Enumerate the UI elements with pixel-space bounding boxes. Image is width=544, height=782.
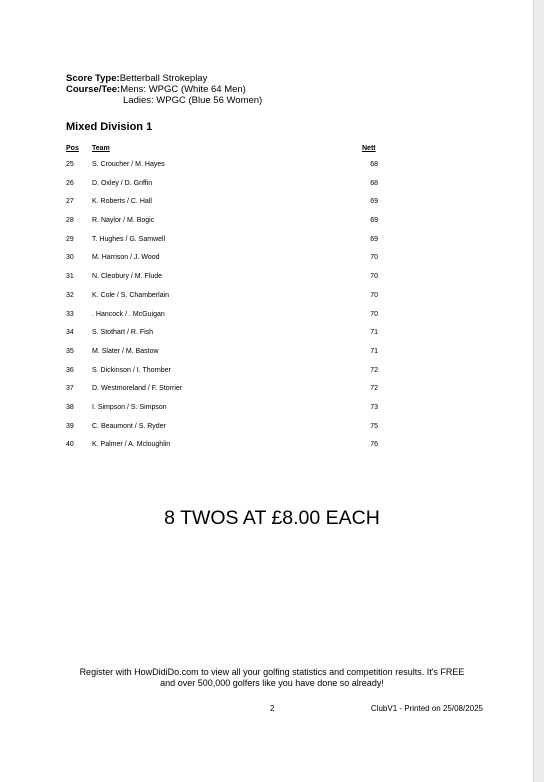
score-type-value: Betterball Strokeplay	[119, 73, 208, 84]
pos-cell: 36	[66, 366, 74, 374]
nett-cell: 76	[370, 441, 378, 449]
table-row	[0, 385, 544, 404]
col-header-team: Team	[92, 145, 110, 152]
table-row	[0, 311, 544, 330]
pos-cell: 37	[66, 385, 74, 393]
printed-stamp: ClubV1 - Printed on 25/08/2025	[370, 704, 483, 713]
team-cell: S. Dickinson / I. Thornber	[92, 366, 171, 374]
nett-cell: 71	[370, 329, 378, 337]
pos-cell: 29	[66, 235, 74, 243]
table-row	[0, 441, 544, 460]
table-row	[0, 198, 544, 217]
course-tee-ladies: Ladies: WPGC (Blue 56 Women)	[123, 95, 263, 106]
nett-cell: 68	[370, 161, 378, 168]
results-table	[0, 161, 544, 460]
pos-cell: 26	[66, 179, 74, 187]
team-cell: T. Hughes / G. Samwell	[92, 235, 166, 243]
table-row	[0, 273, 544, 292]
page-number: 2	[270, 704, 275, 713]
course-tee-mens: Mens: WPGC (White 64 Men)	[120, 84, 246, 95]
table-row	[0, 423, 544, 442]
nett-cell: 70	[370, 273, 378, 281]
team-cell: I. Simpson / S. Simpson	[92, 403, 167, 411]
nett-cell: 70	[370, 254, 378, 262]
team-cell: K. Palmer / A. Mcloughlin	[92, 441, 171, 449]
pos-cell: 25	[66, 161, 74, 168]
pos-cell: 39	[66, 422, 74, 430]
table-row	[0, 236, 544, 255]
twos-announcement: 8 TWOS AT £8.00 EACH	[164, 507, 380, 529]
nett-cell: 75	[370, 422, 378, 430]
nett-cell: 72	[370, 366, 378, 374]
team-cell: D. Oxley / D. Griffin	[92, 179, 153, 187]
pos-cell: 38	[66, 403, 74, 411]
team-cell: D. Westmoreland / F. Storrier	[92, 385, 183, 393]
team-cell: K. Roberts / C. Hall	[92, 198, 152, 206]
pos-cell: 30	[66, 254, 74, 262]
nett-cell: 69	[370, 235, 378, 243]
nett-cell: 73	[370, 403, 378, 411]
team-cell: M. Slater / M. Bastow	[92, 347, 159, 355]
team-cell: C. Beaumont / S. Ryder	[92, 422, 166, 430]
pos-cell: 32	[66, 291, 74, 299]
competition-meta	[66, 73, 262, 106]
team-cell: S. Stothart / R. Fish	[92, 329, 154, 337]
pos-cell: 35	[66, 347, 74, 355]
pos-cell: 31	[66, 273, 74, 281]
division-title: Mixed Division 1	[66, 121, 153, 133]
footer-line-1: Register with HowDidiDo.com to view all your golfing statistics and competition results. It's FREE	[79, 667, 465, 677]
pos-cell: 40	[66, 441, 74, 449]
team-cell: N. Cleobury / M. Flude	[92, 273, 163, 281]
col-header-pos: Pos	[66, 145, 79, 152]
team-cell: M. Harrison / J. Wood	[92, 254, 160, 262]
pos-cell: 34	[66, 329, 74, 337]
footer-note	[0, 667, 544, 689]
nett-cell: 69	[370, 198, 378, 206]
nett-cell: 70	[370, 291, 378, 299]
score-type-label: Score Type:	[66, 73, 120, 84]
team-cell: K. Cole / S. Chamberlain	[92, 291, 170, 299]
pos-cell: 33	[66, 310, 74, 318]
team-cell: S. Croucher / M. Hayes	[92, 161, 165, 168]
table-row	[0, 348, 544, 367]
table-row	[0, 404, 544, 423]
table-row	[0, 367, 544, 386]
nett-cell: 70	[370, 310, 378, 318]
course-tee-label: Course/Tee:	[66, 84, 121, 95]
footer-line-2: and over 500,000 golfers like you have done so already!	[160, 678, 384, 688]
score-type-row	[66, 73, 262, 84]
table-row	[0, 329, 544, 348]
table-row	[0, 254, 544, 273]
nett-cell: 69	[370, 217, 378, 225]
table-row	[0, 292, 544, 311]
nett-cell: 71	[370, 347, 378, 355]
team-cell: R. Naylor / M. Bogic	[92, 217, 155, 225]
table-row	[0, 180, 544, 199]
course-tee-row	[66, 84, 262, 95]
table-row	[0, 161, 544, 180]
pos-cell: 27	[66, 198, 74, 206]
nett-cell: 72	[370, 385, 378, 393]
col-header-nett: Nett	[362, 145, 376, 152]
pos-cell: 28	[66, 217, 74, 225]
course-tee-ladies-row	[66, 95, 262, 106]
table-row	[0, 217, 544, 236]
team-cell: . Hancock / . McGuigan	[92, 310, 165, 318]
nett-cell: 68	[370, 179, 378, 187]
